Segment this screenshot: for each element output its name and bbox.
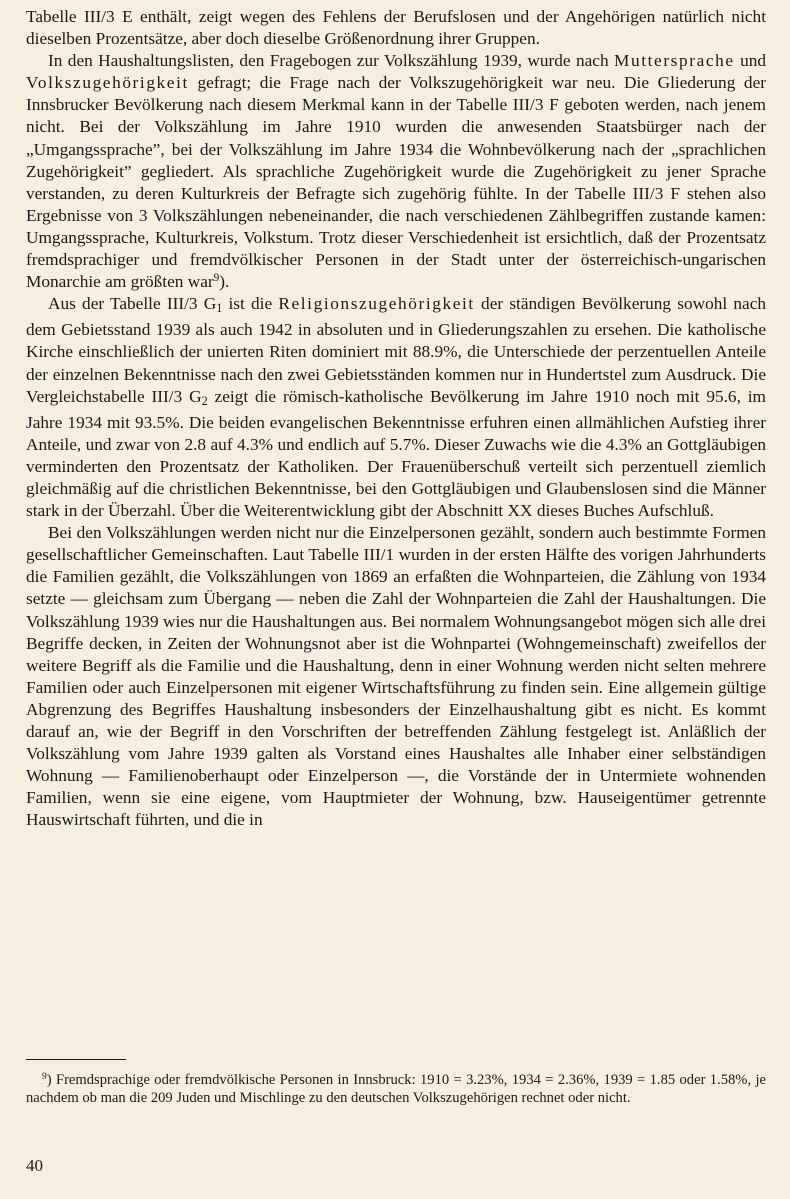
text-run: ). <box>219 272 230 292</box>
paragraph <box>26 6 766 50</box>
text-run: Bei den Volkszählungen werden nicht nur die Einzelpersonen gezählt, sondern auch bestimmte Formen gesellschaftlicher Gemeinschaften. Laut Tabelle III/1 wurden in der ersten Hälfte des vorigen Jahrhunderts die Familien gezählt, die Volkszählungen von 1869 an erfaßten die Wohnparteien, die Zählung von 1934 setzte — gleichsam zum Übergang — neben die Zahl der Wohnparteien die Zahl der Haushaltungen. Die Volkszählung 1939 wies nur die Haushaltungen aus. Bei normalem Wohnungsangebot mögen sich alle drei Begriffe decken, in Zeiten der Wohnungsnot aber ist die Wohnpartei (Wohngemeinschaft) zweifellos der weitere Begriff als die Familie und die Haushaltung, denn in einer Wohnung werden nicht selten mehrere Familien oder auch Einzelpersonen mit eigener Wirtschaftsführung zu finden sein. Eine allgemein gültige Abgrenzung des Begriffes Haushaltung insbesonders der Einzelhaushaltung gibt es nicht. Es kommt darauf an, wie der Begriff in den Vorschriften der betreffenden Zählung festgelegt ist. Anläßlich der Volkszählung vom Jahre 1939 galten als Vorstand eines Haushaltes alle Inhaber einer selbständigen Wohnung — Familienoberhaupt oder Einzelperson —, die Vorstände der in Untermiete wohnenden Familien, wenn sie eine eigene, vom Hauptmieter der Wohnung, bzw. Hauseigentümer getrennte Hauswirtschaft führten, und die in <box>26 523 766 830</box>
footnote-ref: 9 <box>213 271 220 284</box>
paragraph <box>26 522 766 831</box>
page-number: 40 <box>26 1156 43 1175</box>
footnote-text: ) Fremdsprachige oder fremdvölkische Personen in Innsbruck: 1910 = 3.23%, 1934 = 2.36%, 1939 = 1.85 oder 1.58%, je nachdem ob man die 209 Juden und Mischlinge zu den deutschen Volkszugehörigen rechnet oder nicht. <box>26 1072 766 1107</box>
paragraph <box>26 293 766 522</box>
text-run: Tabelle III/3 E enthält, zeigt wegen des Fehlens der Berufslosen und der Angehörigen natürlich nicht dieselben Prozentsätze, aber doch dieselbe Größenordnung ihrer Gruppen. <box>26 7 766 49</box>
footnote <box>26 1071 766 1108</box>
paragraph <box>26 50 766 293</box>
spaced-term: Muttersprache <box>614 51 735 71</box>
text-run: gefragt; die Frage nach der Volkszugehörigkeit war neu. Die Gliederung der Innsbrucker Bevölkerung nach diesem Merkmal kann in der Tabelle III/3 F geboten werden, nach jenem nicht. Bei der Volkszählung im Jahre 1910 wurden die anwesenden Staatsbürger nach der „Umgangssprache”, bei der Volkszählung im Jahre 1934 die Wohnbevölkerung nach der „sprachlichen Zugehörigkeit” gegliedert. Als sprachliche Zugehörigkeit wurde die Zugehörigkeit zu jener Sprache verstanden, zu deren Kulturkreis der Befragte sich zugehörig fühlte. In der Tabelle III/3 F stehen also Ergebnisse von 3 Volkszählungen nebeneinander, die nach verschiedenen Zählbegriffen zustande kamen: Umgangssprache, Kulturkreis, Volkstum. Trotz dieser Verschiedenheit ist ersichtlich, daß der Prozentsatz fremdsprachiger und fremdvölkischer Personen in der Stadt unter der österreichisch-ungarischen Monarchie am größten war <box>26 73 766 292</box>
subscript: 1 <box>216 301 223 316</box>
text-run: In den Haushaltungslisten, den Fragebogen zur Volkszählung 1939, wurde nach <box>48 51 615 71</box>
spaced-term: Volkszugehörigkeit <box>26 73 189 93</box>
text-run: der ständigen Bevölkerung sowohl nach dem Gebietsstand 1939 als auch 1942 in absoluten und in Gliederungszahlen zu ersehen. Die katholische Kirche einschließlich der unierten Riten dominiert mit 88.9%, die Unterschiede der perzentuellen Anteile der einzelnen Bekenntnisse nach den zwei Gebietsständen kommen nur in Hundertstel zum Ausdruck. Die Vergleichstabelle III/3 G <box>26 294 767 406</box>
text-run: ist die <box>222 294 279 314</box>
footnote-marker: 9 <box>42 1071 47 1082</box>
body-text <box>26 6 766 832</box>
subscript: 2 <box>201 393 208 408</box>
footnote-separator <box>26 1059 126 1060</box>
text-run: zeigt die römisch-katholische Bevölkerung im Jahre 1910 noch mit 95.6, im Jahre 1934 mit 93.5%. Die beiden evangelischen Bekenntnisse erfuhren einen allmählichen Aufstieg ihrer Anteile, und zwar von 2.8 auf 4.3% und endlich auf 5.7%. Dieser Zuwachs wie die 4.3% an Gottgläubigen verminderten den Prozentsatz der Katholiken. Der Frauenüberschuß verteilt sich perzentuell ziemlich gleichmäßig auf die christlichen Bekenntnisse, bei den Gottgläubigen und Glaubenslosen sind die Männer stark in der Überzahl. Über die Weiterentwicklung gibt der Abschnitt XX dieses Buches Aufschluß. <box>26 386 767 521</box>
spaced-term: Religionszugehörigkeit <box>278 294 475 314</box>
text-run: Aus der Tabelle III/3 G <box>48 294 217 314</box>
text-run: und <box>734 51 766 71</box>
